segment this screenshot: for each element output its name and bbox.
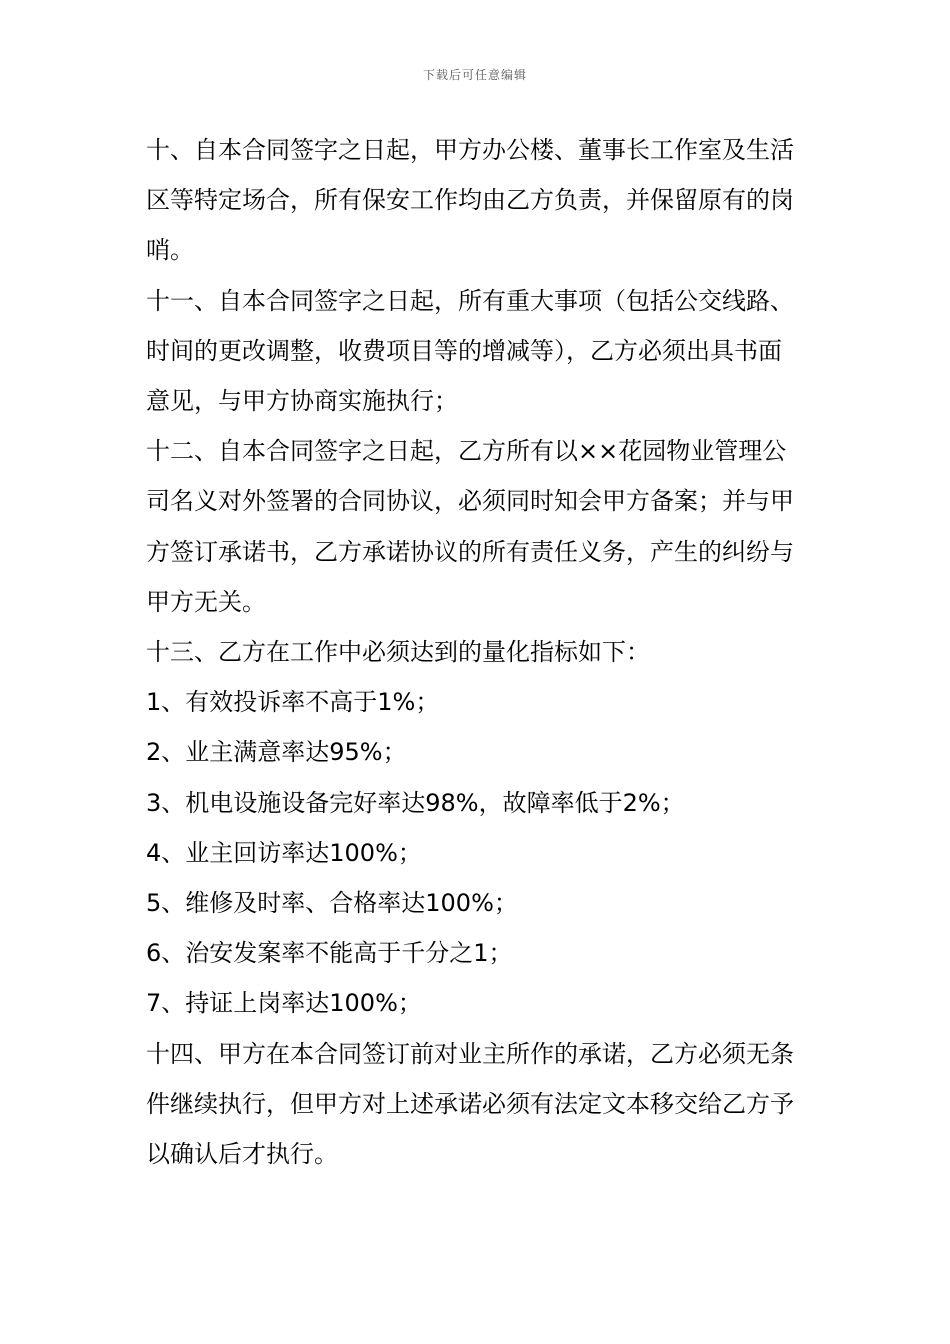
clause-14: 十四、甲方在本合同签订前对业主所作的承诺，乙方必须无条件继续执行，但甲方对上述承诺必须有法定文本移交给乙方予以确认后才执行。 — [146, 1039, 794, 1169]
indicator-3: 3、机电设施设备完好率达98%，故障率低于2%； — [146, 788, 685, 817]
clause-11: 十一、自本合同签字之日起，所有重大事项（包括公交线路、时间的更改调整，收费项目等的增减等），乙方必须出具书面意见，与甲方协商实施执行； — [146, 286, 794, 416]
clause-10: 十、自本合同签字之日起，甲方办公楼、董事长工作室及生活区等特定场合，所有保安工作均由乙方负责，并保留原有的岗哨。 — [146, 136, 794, 265]
indicator-1: 1、有效投诉率不高于1%； — [146, 688, 440, 717]
indicator-7: 7、持证上岗率达100%； — [146, 989, 422, 1018]
clause-13: 十三、乙方在工作中必须达到的量化指标如下： — [146, 638, 650, 667]
indicator-4: 4、业主回访率达100%； — [146, 838, 422, 867]
indicator-2: 2、业主满意率达95%； — [146, 738, 407, 767]
clause-12: 十二、自本合同签字之日起，乙方所有以××花园物业管理公司名义对外签署的合同协议，必须同时知会甲方备案；并与甲方签订承诺书，乙方承诺协议的所有责任义务，产生的纠纷与甲方无关。 — [146, 437, 794, 616]
indicator-6: 6、治安发案率不能高于千分之1； — [146, 939, 513, 968]
document-body — [146, 125, 796, 1179]
indicator-5: 5、维修及时率、合格率达100%； — [146, 889, 518, 918]
header-note: 下载后可任意编辑 — [422, 68, 527, 82]
